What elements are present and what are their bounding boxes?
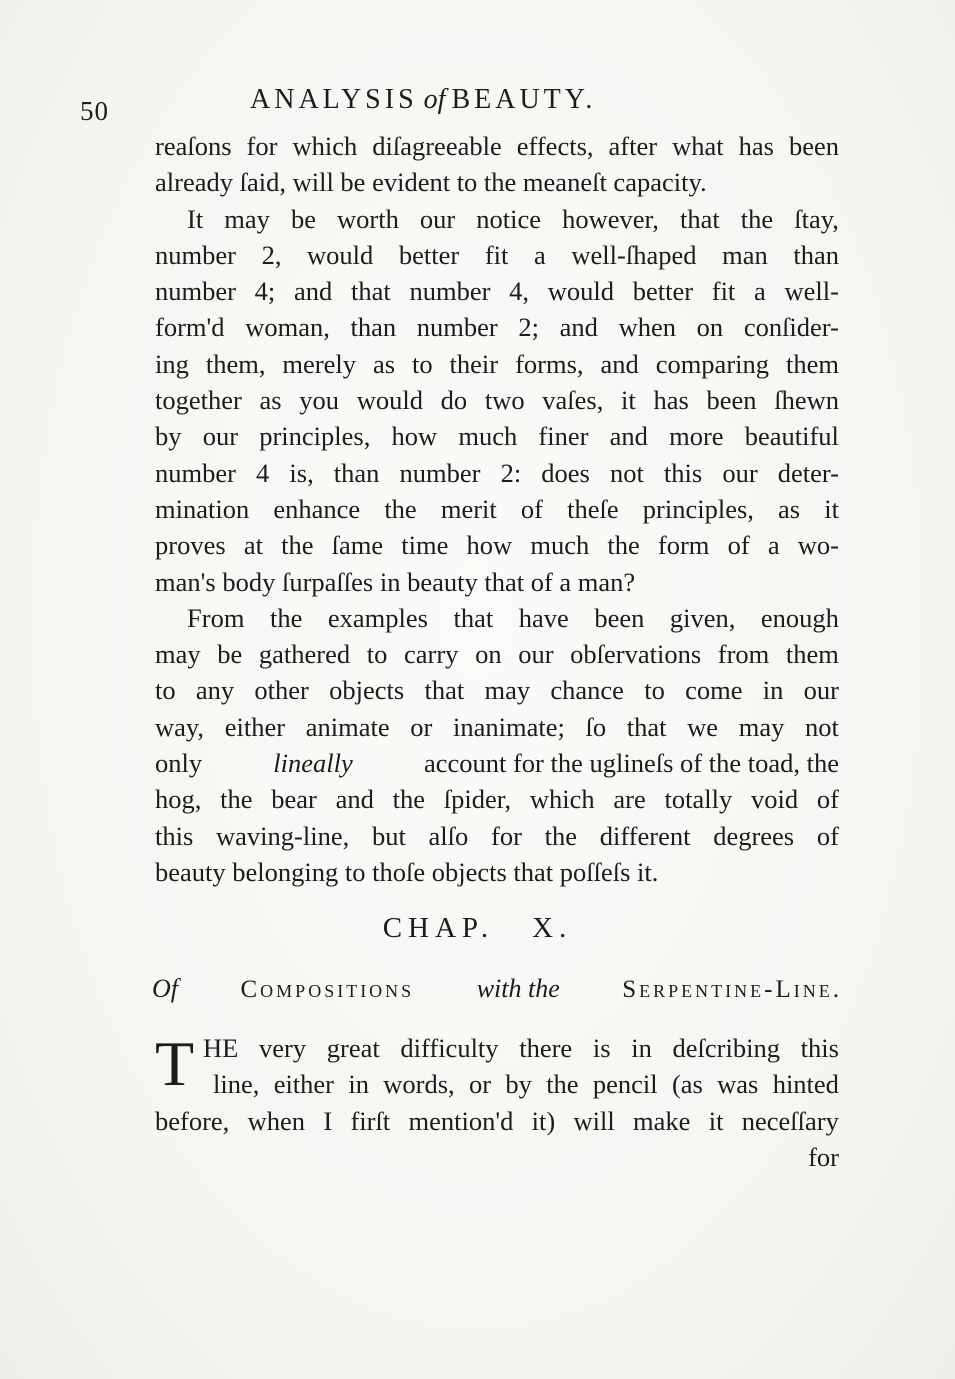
text-line: From the examples that have been given, enough	[187, 602, 839, 633]
section-heading-with-the: with the	[476, 974, 560, 1003]
text-line: together as you would do two vaſes, it has been ſhewn	[155, 385, 839, 416]
section-heading-serpentine-line: Serpentine-Line.	[622, 976, 842, 1003]
chapter-label: CHAP.	[382, 912, 495, 944]
text-segment: only	[155, 748, 203, 779]
text-line: to any other objects that may chance to come in our	[155, 675, 839, 706]
drop-cap: T	[155, 1028, 195, 1099]
text-line: number 4; and that number 4, would better fit a well-	[155, 276, 839, 307]
running-head-title-end: BEAUTY.	[451, 84, 597, 115]
text-line: way, either animate or inanimate; ſo that we may not	[155, 711, 839, 742]
text-line: number 4 is, than number 2: does not this our deter-	[155, 457, 839, 488]
text-line: ing them, merely as to their forms, and comparing them	[155, 348, 839, 379]
italic-word: lineally	[273, 748, 353, 779]
page-number: 50	[80, 96, 109, 126]
text-line: HE very great difficulty there is in deſcribing this	[203, 1033, 839, 1063]
chapter-heading	[0, 912, 955, 945]
text-line: proves at the ſame time how much the form of a wo-	[155, 530, 839, 561]
text-line: beauty belonging to thoſe objects that poſſeſs it.	[155, 856, 659, 887]
text-line: this waving-line, but alſo for the different degrees of	[155, 820, 839, 851]
section-heading-of: Of	[152, 974, 178, 1003]
catchword: for	[808, 1141, 839, 1172]
text-line: number 2, would better fit a well-ſhaped man than	[155, 239, 839, 270]
body-text	[155, 128, 839, 890]
text-line: hog, the bear and the ſpider, which are totally void of	[155, 784, 839, 815]
text-line: line, either in words, or by the pencil (as was hinted	[213, 1069, 839, 1100]
section-heading-compositions: Compositions	[240, 976, 415, 1003]
section-heading	[152, 974, 842, 1004]
text-line: form'd woman, than number 2; and when on conſider-	[155, 312, 839, 343]
text-line: already ſaid, will be evident to the meaneſt capacity.	[155, 167, 707, 198]
text-line: mination enhance the merit of theſe principles, as it	[155, 493, 839, 524]
text-line: man's body ſurpaſſes in beauty that of a man?	[155, 566, 636, 597]
text-segment: account for the uglineſs of the toad, the	[423, 748, 839, 779]
running-head-of: of	[423, 84, 446, 115]
text-line: reaſons for which diſagreeable effects, after what has been	[155, 131, 839, 161]
text-line: before, when I firſt mention'd it) will make it neceſſary	[155, 1105, 839, 1136]
chapter-number: X.	[532, 912, 573, 944]
running-head-title-start: ANALYSIS	[250, 84, 418, 115]
running-head	[250, 84, 730, 116]
text-line: may be gathered to carry on our obſervations from them	[155, 639, 839, 670]
text-line: It may be worth our notice however, that the ſtay,	[187, 203, 839, 234]
chapter-opening-text	[155, 1030, 839, 1175]
text-line: by our principles, how much finer and more beautiful	[155, 421, 839, 452]
text-line-with-italic	[155, 745, 839, 781]
